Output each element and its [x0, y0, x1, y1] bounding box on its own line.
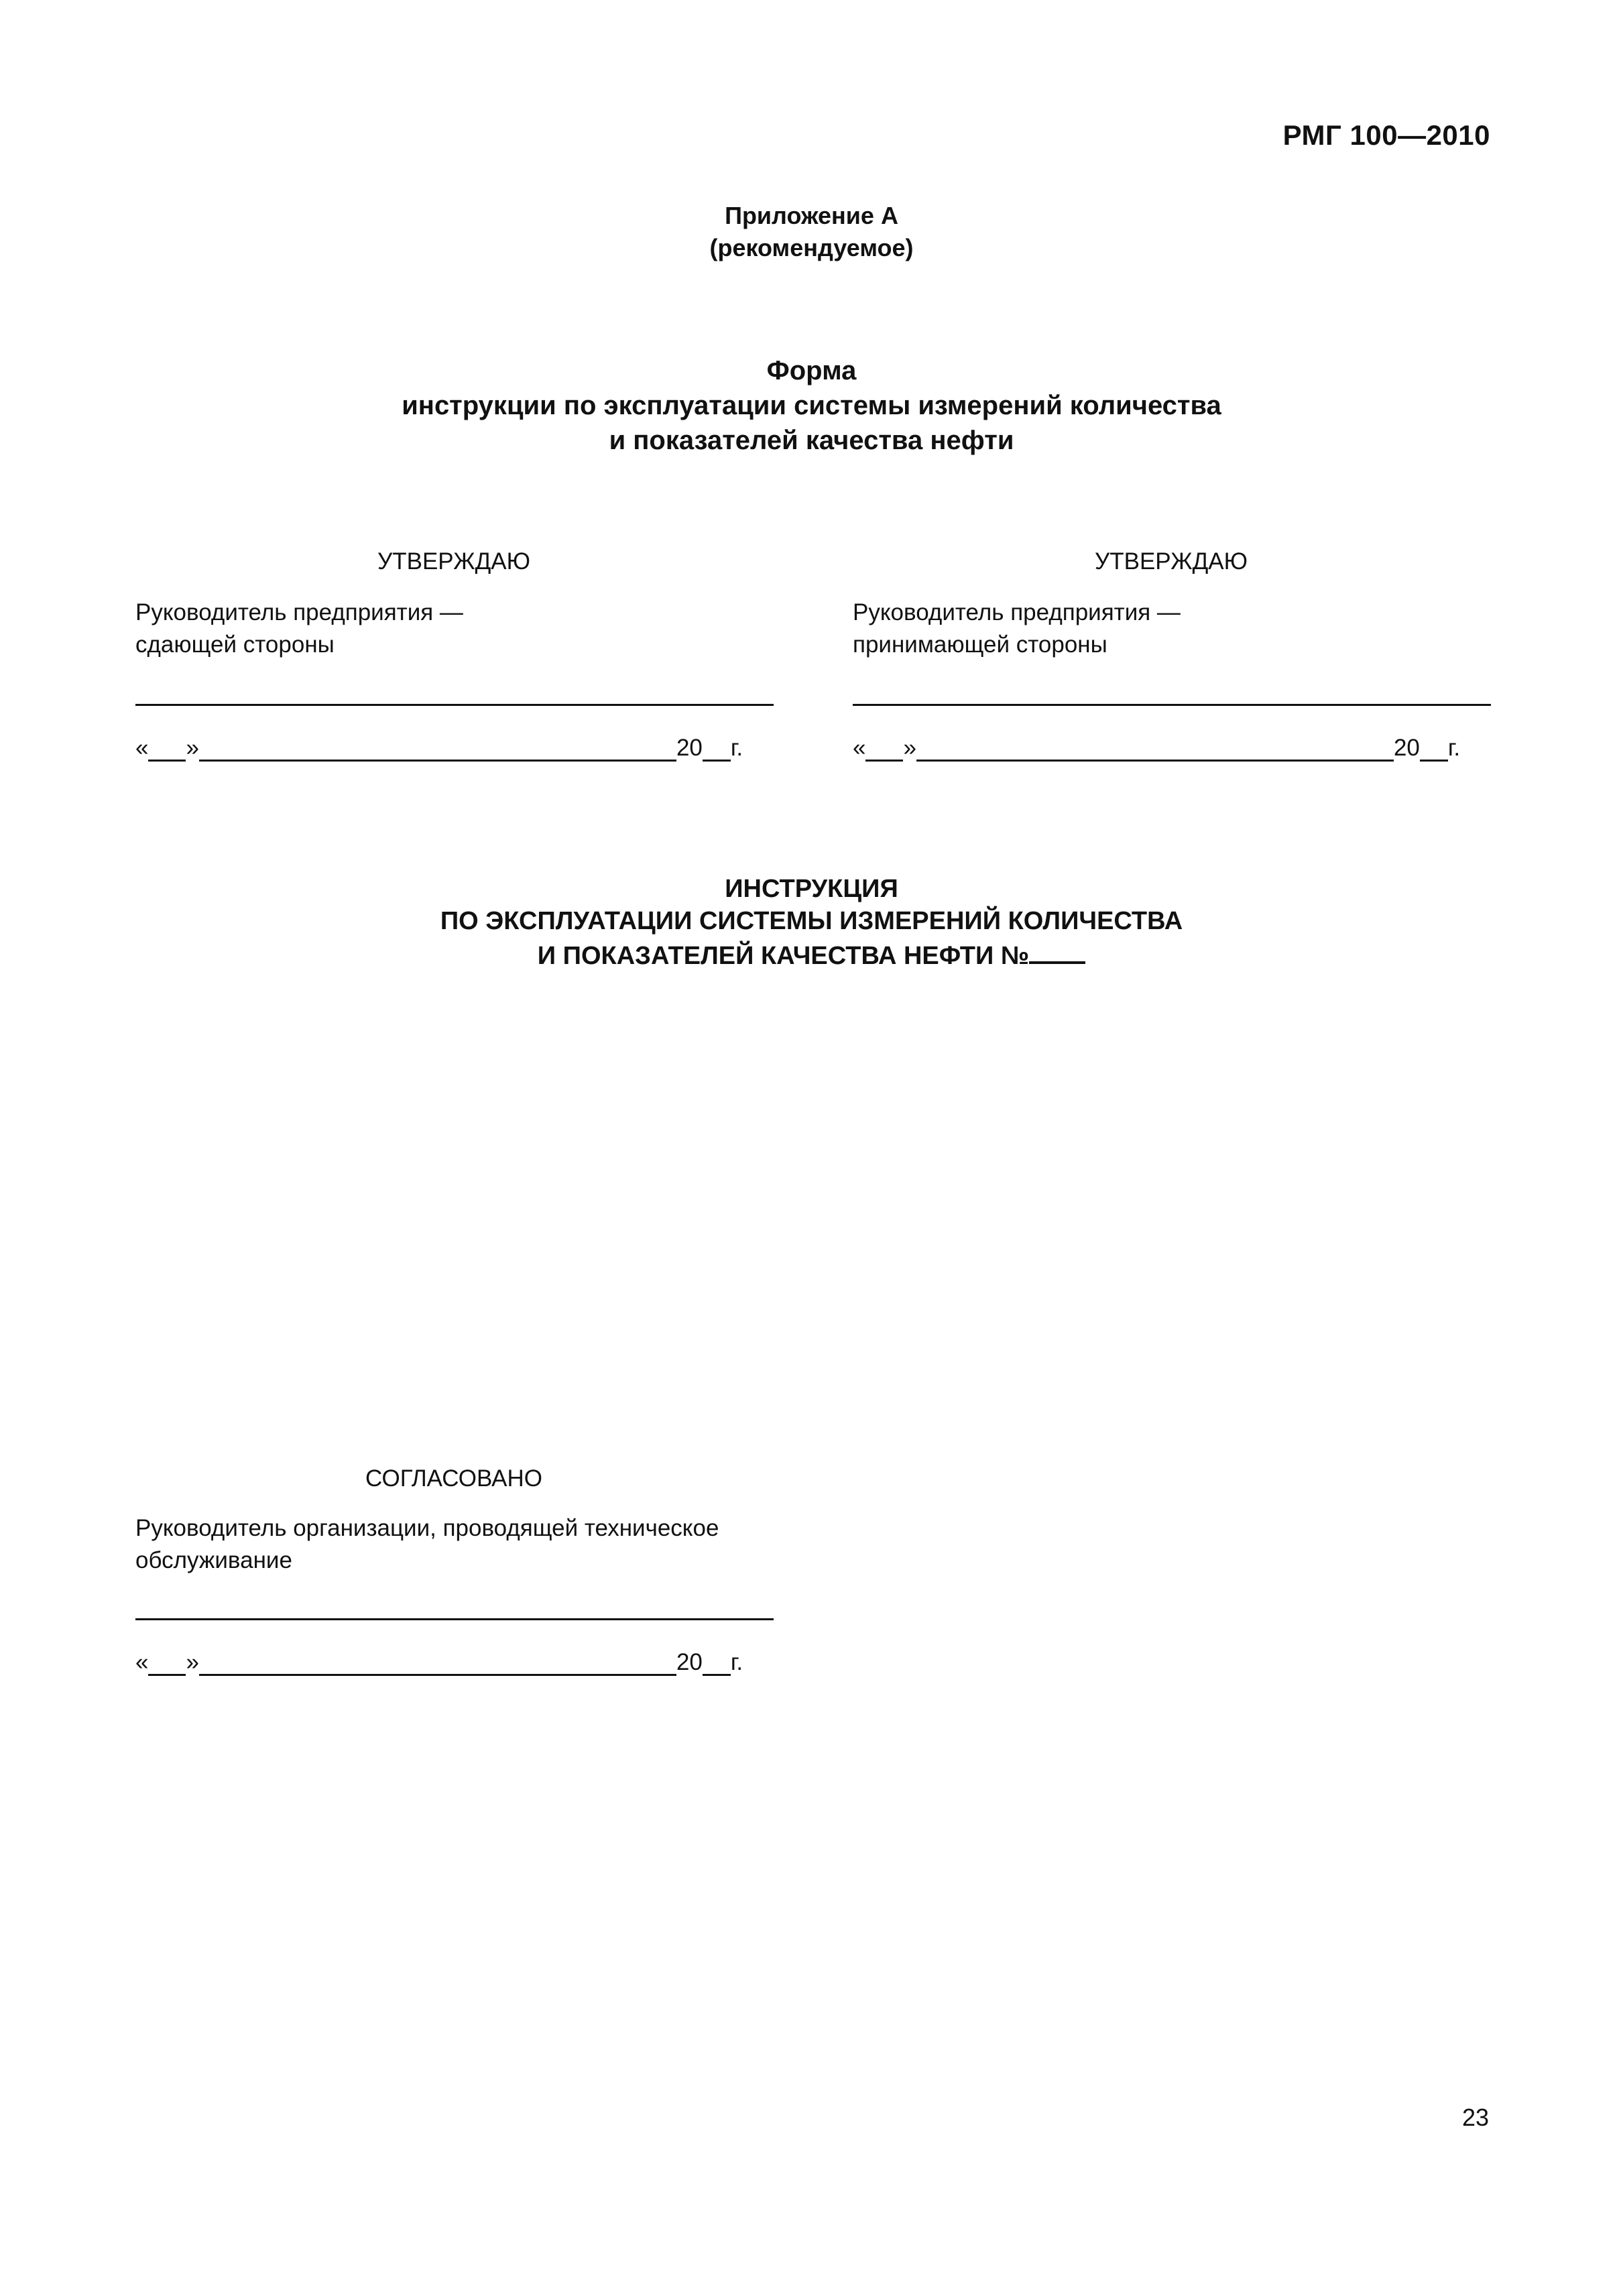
year-suffix: г.	[1447, 735, 1461, 761]
agreed-block	[135, 1460, 774, 1688]
instruction-number-blank[interactable]	[1029, 937, 1085, 964]
year-blank[interactable]	[1420, 737, 1448, 762]
day-blank[interactable]	[148, 1651, 186, 1676]
day-blank[interactable]	[148, 737, 186, 762]
month-blank[interactable]	[916, 737, 1394, 762]
instruction-title: ИНСТРУКЦИЯ	[725, 875, 898, 903]
instruction-title-line: ПО ЭКСПЛУАТАЦИИ СИСТЕМЫ ИЗМЕРЕНИЙ КОЛИЧЕСТВА	[440, 907, 1183, 935]
date-row	[135, 1644, 774, 1676]
quote-close: »	[903, 735, 916, 761]
form-title: Форма	[766, 356, 857, 385]
signature-line[interactable]	[135, 704, 774, 706]
appendix-subtitle: (рекомендуемое)	[709, 234, 914, 261]
approve-block-left	[135, 543, 774, 771]
approve-heading: УТВЕРЖДАЮ	[377, 548, 530, 575]
approve-heading: УТВЕРЖДАЮ	[1095, 548, 1248, 575]
day-blank[interactable]	[865, 737, 903, 762]
signer-title: Руководитель организации, проводящей техническое	[135, 1515, 719, 1541]
month-blank[interactable]	[199, 737, 676, 762]
quote-close: »	[186, 1649, 199, 1675]
instruction-title-line	[0, 937, 1623, 972]
signature-line[interactable]	[853, 704, 1491, 706]
signer-title: Руководитель предприятия —	[853, 599, 1181, 625]
document-code: РМГ 100—2010	[1282, 119, 1490, 151]
date-row	[135, 729, 774, 762]
approve-block-right	[853, 543, 1491, 771]
year-prefix: 20	[676, 735, 703, 761]
quote-open: «	[853, 735, 866, 761]
quote-open: «	[135, 1649, 149, 1675]
signer-title: Руководитель предприятия —	[135, 599, 463, 625]
signature-line[interactable]	[135, 1618, 774, 1620]
page-number: 23	[1461, 2104, 1489, 2131]
signer-title: обслуживание	[135, 1547, 292, 1573]
quote-open: «	[135, 735, 149, 761]
signer-title: сдающей стороны	[135, 631, 335, 658]
form-title-line: и показателей качества нефти	[609, 426, 1014, 455]
year-suffix: г.	[730, 735, 743, 761]
year-blank[interactable]	[703, 737, 731, 762]
appendix-title: Приложение А	[725, 202, 898, 229]
date-row	[853, 729, 1491, 762]
month-blank[interactable]	[199, 1651, 676, 1676]
year-blank[interactable]	[703, 1651, 731, 1676]
quote-close: »	[186, 735, 199, 761]
year-prefix: 20	[1393, 735, 1420, 761]
year-suffix: г.	[730, 1649, 743, 1675]
agreed-heading: СОГЛАСОВАНО	[365, 1465, 543, 1492]
form-title-line: инструкции по эксплуатации системы измерений количества	[402, 391, 1221, 420]
year-prefix: 20	[676, 1649, 703, 1675]
signer-title: принимающей стороны	[853, 631, 1107, 658]
instruction-title-text: И ПОКАЗАТЕЛЕЙ КАЧЕСТВА НЕФТИ №	[537, 942, 1030, 970]
